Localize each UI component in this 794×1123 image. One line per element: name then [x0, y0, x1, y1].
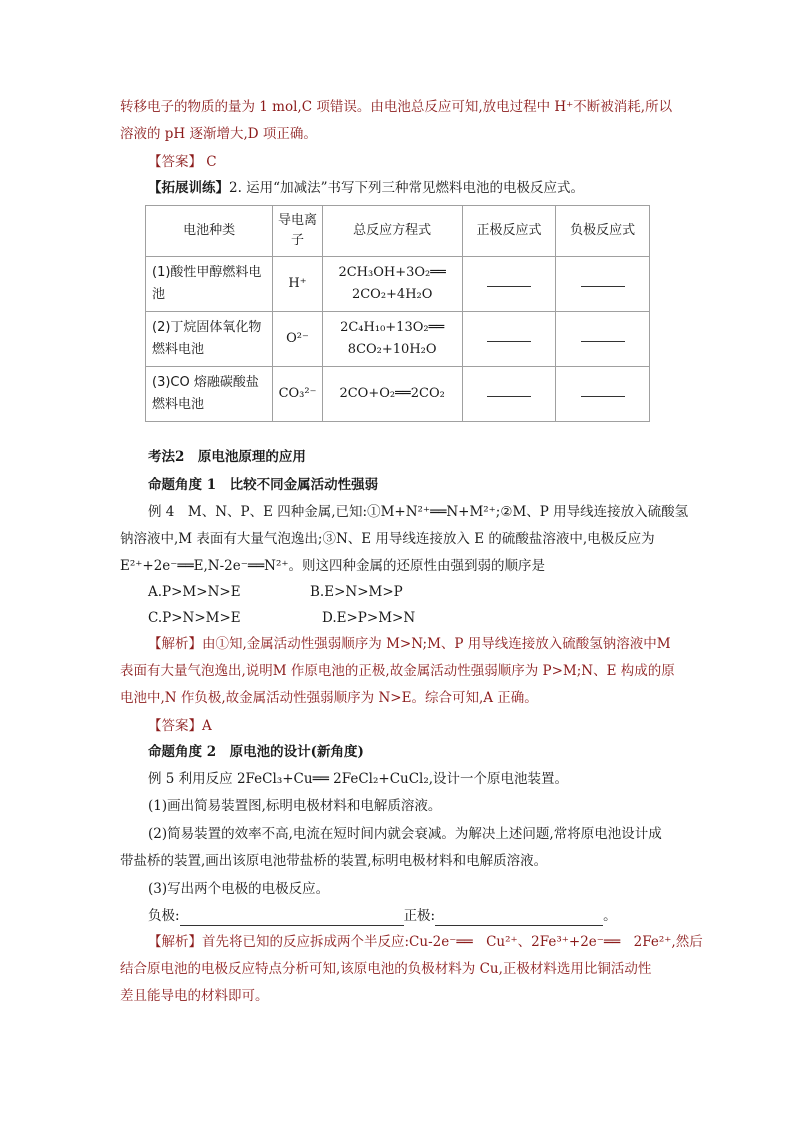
table-header: 导电离子: [273, 206, 322, 257]
table-row: [146, 367, 650, 422]
table-header: 总反应方程式: [322, 206, 462, 257]
positive-answer-blank[interactable]: [435, 911, 603, 926]
positive-label: 正极:: [403, 908, 436, 924]
text-line: E²⁺+2e⁻══E,N-2e⁻══N²⁺。则这四种金属的还原性由强到弱的顺序是: [120, 558, 545, 574]
analysis-line: [148, 634, 671, 654]
analysis-line: [148, 932, 703, 952]
text-line: (3)写出两个电极的电极反应。: [148, 881, 330, 897]
answer-value: A: [202, 718, 212, 734]
battery-table: [145, 205, 650, 422]
option-b: B.E>N>M>P: [310, 584, 403, 600]
negative-reaction-blank[interactable]: [556, 257, 650, 312]
extension-text: 2. 运用“加减法”书写下列三种常见燃料电池的电极反应式。: [229, 180, 584, 196]
positive-reaction-blank[interactable]: [462, 312, 556, 367]
answer-label: 【答案】: [148, 718, 202, 734]
text-line: 带盐桥的装置,画出该原电池带盐桥的装置,标明电极材料和电解质溶液。: [120, 853, 548, 869]
total-reaction: [322, 312, 462, 367]
battery-type: (2)丁烷固体氧化物燃料电池: [146, 312, 273, 367]
answer-line: [148, 716, 212, 736]
negative-reaction-blank[interactable]: [556, 367, 650, 422]
section-title: 考法2 原电池原理的应用: [148, 449, 306, 465]
equation-part: 2CO+O₂══2CO₂: [339, 386, 445, 401]
table-header: 电池种类: [146, 206, 273, 257]
answer-value: C: [202, 154, 217, 170]
equation-part: 2CO₂+4H₂O: [351, 287, 433, 302]
answer-label: 【答案】: [148, 154, 202, 170]
negative-answer-blank[interactable]: [180, 911, 404, 926]
battery-type: (3)CO 熔融碳酸盐燃料电池: [146, 367, 273, 422]
analysis-label: 【解析】: [148, 636, 202, 652]
table-header: 正极反应式: [462, 206, 556, 257]
negative-label: 负极:: [148, 908, 180, 924]
text-line: (2)简易装置的效率不高,电流在短时间内就会衰减。为解决上述问题,常将原电池设计成: [148, 826, 662, 842]
text-line: 溶液的 pH 逐渐增大,D 项正确。: [120, 126, 317, 142]
table-row: [146, 257, 650, 312]
text-line: 例 5 利用反应 2FeCl₃+Cu══ 2FeCl₂+CuCl₂,设计一个原电池装置。: [148, 771, 569, 787]
extension-line: [148, 178, 584, 198]
text-line: 电池中,N 作负极,故金属活动性强弱顺序为 N>E。综合可知,A 正确。: [120, 690, 538, 706]
option-a: A.P>M>N>E: [148, 584, 241, 600]
text-line: 表面有大量气泡逸出,说明M 作原电池的正极,故金属活动性强弱顺序为 P>M;N、E 构成的原: [120, 663, 675, 679]
table-header: 负极反应式: [556, 206, 650, 257]
total-reaction: [322, 257, 462, 312]
table-row: [146, 312, 650, 367]
period: 。: [603, 908, 617, 924]
analysis-text: 首先将已知的反应拆成两个半反应:Cu-2e⁻══ Cu²⁺、2Fe³⁺+2e⁻══ 2Fe²⁺,然后: [202, 934, 703, 950]
positive-reaction-blank[interactable]: [462, 257, 556, 312]
answer-line: [148, 152, 217, 172]
analysis-label: 【解析】: [148, 934, 202, 950]
battery-type: (1)酸性甲醇燃料电池: [146, 257, 273, 312]
text-line: 结合原电池的电极反应特点分析可知,该原电池的负极材料为 Cu,正极材料选用比铜活动性: [120, 961, 652, 977]
text-line: 转移电子的物质的量为 1 mol,C 项错误。由电池总反应可知,放电过程中 H⁺不断被消耗,所以: [120, 99, 673, 115]
conducting-ion: H⁺: [273, 257, 322, 312]
text-line: 例 4 M、N、P、E 四种金属,已知:①M+N²⁺══N+M²⁺;②M、P 用导线连接放入硫酸氢: [148, 504, 689, 520]
equation-part: 8CO₂+10H₂O: [347, 342, 437, 357]
total-reaction: [322, 367, 462, 422]
conducting-ion: CO₃²⁻: [273, 367, 322, 422]
angle-title: 命题角度 2 原电池的设计(新角度): [148, 744, 364, 760]
extension-label: 【拓展训练】: [148, 180, 229, 196]
option-d: D.E>P>M>N: [322, 610, 416, 626]
text-line: 差且能导电的材料即可。: [120, 988, 269, 1004]
text-line: (1)画出简易装置图,标明电极材料和电解质溶液。: [148, 798, 442, 814]
negative-reaction-blank[interactable]: [556, 312, 650, 367]
angle-title: 命题角度 1 比较不同金属活动性强弱: [148, 477, 379, 493]
text-line: 钠溶液中,M 表面有大量气泡逸出;③N、E 用导线连接放入 E 的硫酸盐溶液中,电极反应为: [120, 531, 655, 547]
electrode-answer-line: [148, 906, 617, 926]
analysis-text: 由①知,金属活动性强弱顺序为 M>N;M、P 用导线连接放入硫酸氢钠溶液中M: [202, 636, 671, 652]
option-c: C.P>N>M>E: [148, 610, 241, 626]
equation-part: 2C₄H₁₀+13O₂══: [340, 320, 445, 335]
equation-part: 2CH₃OH+3O₂══: [338, 265, 446, 280]
table-header-row: [146, 206, 650, 257]
conducting-ion: O²⁻: [273, 312, 322, 367]
positive-reaction-blank[interactable]: [462, 367, 556, 422]
